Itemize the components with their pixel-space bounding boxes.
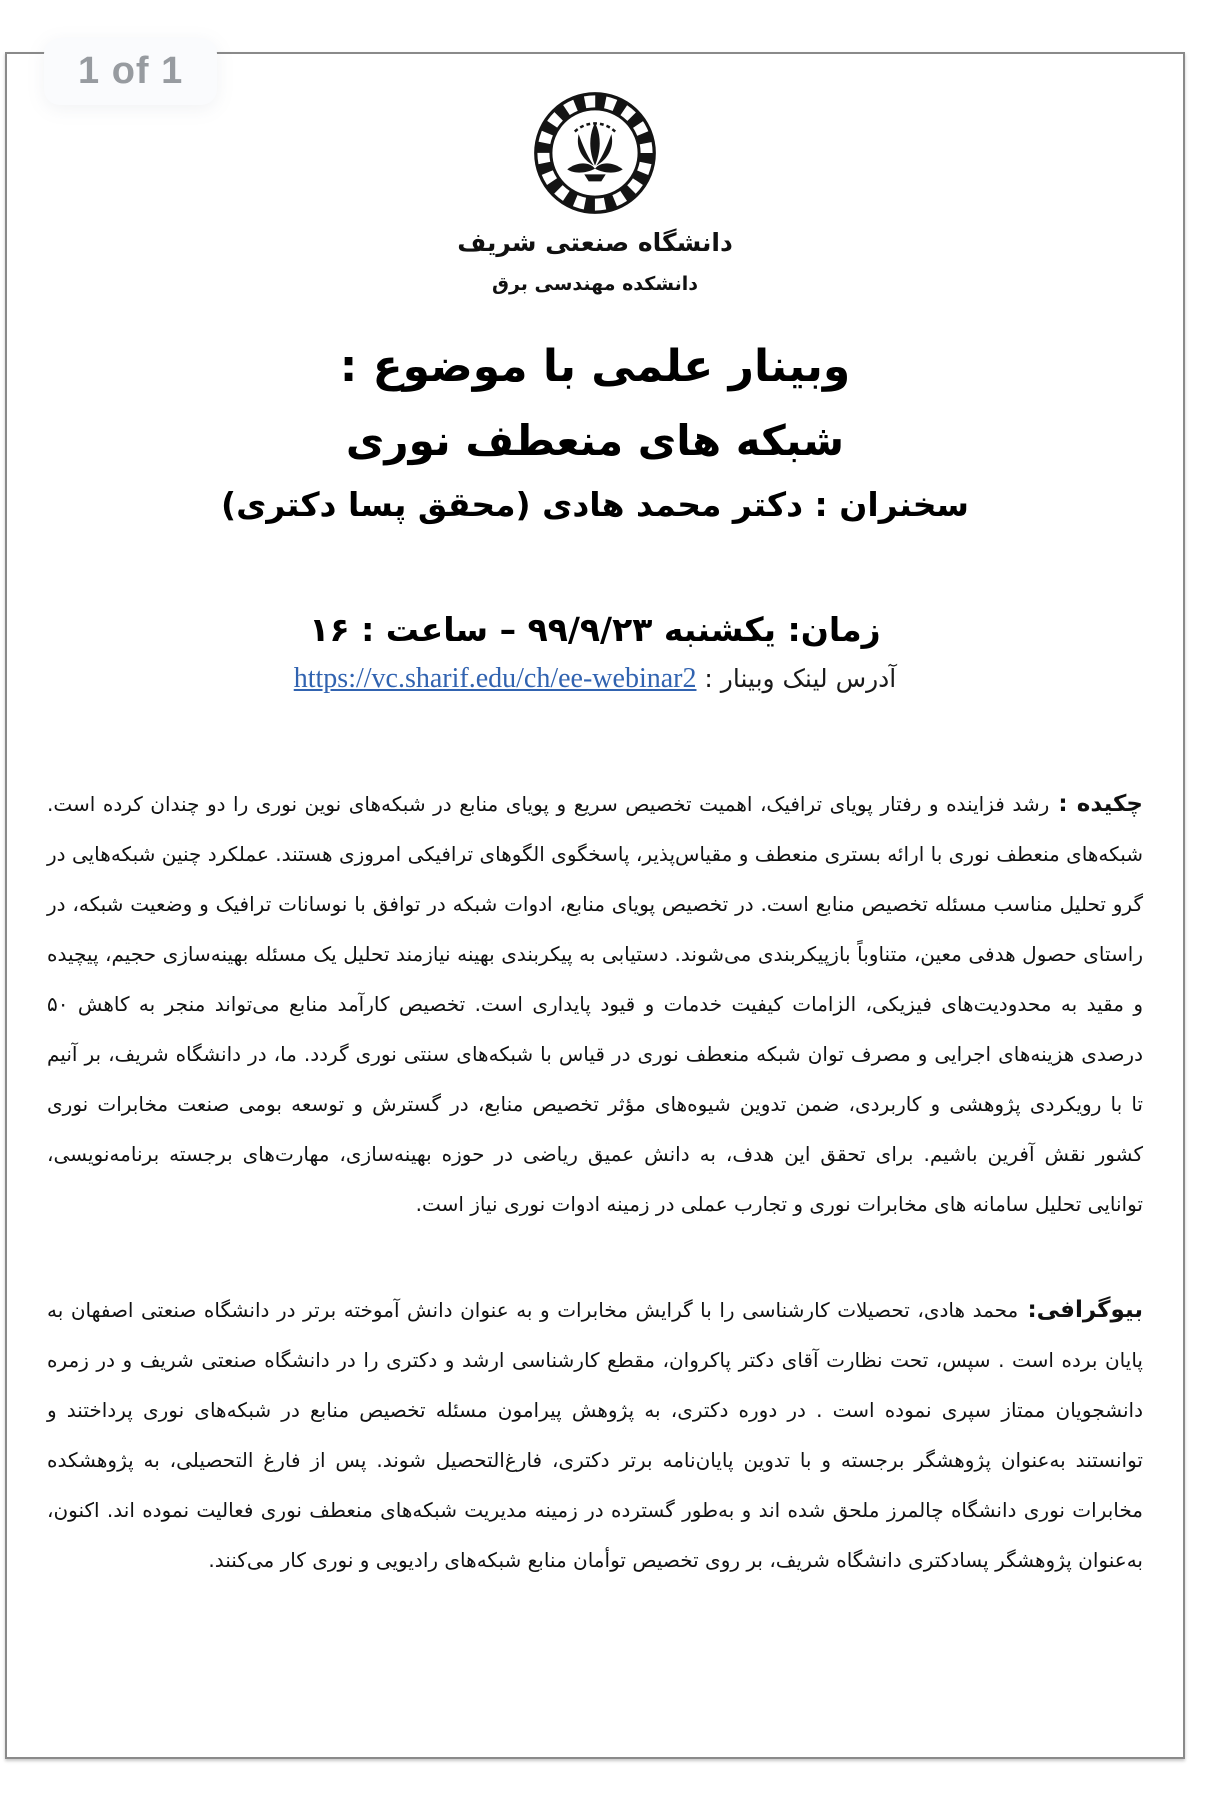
university-name: دانشگاه صنعتی شریف (457, 228, 733, 257)
faculty-name: دانشکده مهندسی برق (491, 273, 699, 295)
sharif-university-logo-icon (532, 90, 658, 216)
document-header (7, 90, 1183, 295)
abstract-label: چکیده : (1049, 791, 1143, 817)
webinar-link[interactable]: https://vc.sharif.edu/ch/ee-webinar2 (293, 663, 697, 694)
webinar-link-label: آدرس لینک وبینار : (696, 664, 897, 693)
bio-paragraph (7, 1285, 1183, 1585)
webinar-title-line1: وبینار علمی با موضوع : (339, 341, 851, 392)
bio-text: محمد هادی، تحصیلات کارشناسی را با گرایش مخابرات و به عنوان دانش آموخته برتر در دانشگاه صنعتی اصفهان به پایان برده است . سپس، تحت نظارت آقای دکتر پاکروان، مقطع کارشناسی ارشد و دکتری را در دانشگاه صنعتی شریف و در زمره دانشجویان ممتاز سپری نموده است . در دوره دکتری، به پژوهش پیرامون مسئله تخصیص منابع در شبکه‌های نوری پرداختند و توانستند به‌عنوان پژوهشگر برجسته و با تدوین پایان‌نامه برتر دکتری، فارغ‌التحصیل شوند. پس از فارغ التحصیلی، به پژوهشکده مخابرات نوری دانشگاه چالمرز ملحق شده اند و به‌طور گسترده در زمینه مدیریت شبکه‌های منعطف نوری فعالیت نموده اند. اکنون، به‌عنوان پژوهشگر پسادکتری دانشگاه شریف، بر روی تخصیص توأمان منابع شبکه‌های رادیویی و نوری کار می‌کنند. (47, 1298, 1143, 1572)
abstract-paragraph (7, 779, 1183, 1229)
document-page (5, 52, 1185, 1759)
page-indicator: 1 of 1 (44, 38, 217, 105)
webinar-title-line2: شبکه های منعطف نوری (345, 416, 845, 465)
webinar-link-line (7, 663, 1183, 695)
speaker-line: سخنران : دکتر محمد هادی (محقق پسا دکتری) (221, 485, 969, 524)
abstract-text: رشد فزاینده و رفتار پویای ترافیک، اهمیت تخصیص سریع و پویای منابع در شبکه‌های نوین نوری را دو چندان کرده است. شبکه‌های منعطف نوری با ارائه بستری منعطف و مقیاس‌پذیر، پاسخگوی الگوهای ترافیکی امروزی هستند. عملکرد چنین شبکه‌هایی در گرو تحلیل مناسب مسئله تخصیص منابع است. در تخصیص پویای منابع، ادوات شبکه در توافق با نوسانات ترافیک و وضعیت شبکه، در راستای حصول هدفی معین، متناوباً بازپیکربندی می‌شوند. دستیابی به پیکربندی بهینه نیازمند تحلیل یک مسئله بهینه‌سازی حجیم، پیچیده و مقید به محدودیت‌های فیزیکی، الزامات کیفیت خدمات و قیود پایداری است. تخصیص کارآمد منابع می‌تواند منجر به کاهش ۵۰ درصدی هزینه‌های اجرایی و مصرف توان شبکه منعطف نوری در قیاس با شبکه‌های سنتی نوری گردد. ما، در دانشگاه شریف، بر آنیم تا با رویکردی پژوهشی و کاربردی، ضمن تدوین شیوه‌های مؤثر تخصیص منابع، در گسترش و توسعه بومی صنعت مخابرات نوری کشور نقش آفرین باشیم. برای تحقق این هدف، به دانش عمیق ریاضی در حوزه بهینه‌سازی، مهارت‌های برجسته برنامه‌نویسی، توانایی تحلیل سامانه های مخابرات نوری و تجارب عملی در زمینه ادوات نوری نیاز است. (47, 792, 1143, 1216)
bio-label: بیوگرافی: (1018, 1297, 1143, 1323)
time-line: زمان: یکشنبه ۹۹/۹/۲۳ – ساعت : ۱۶ (309, 610, 881, 649)
